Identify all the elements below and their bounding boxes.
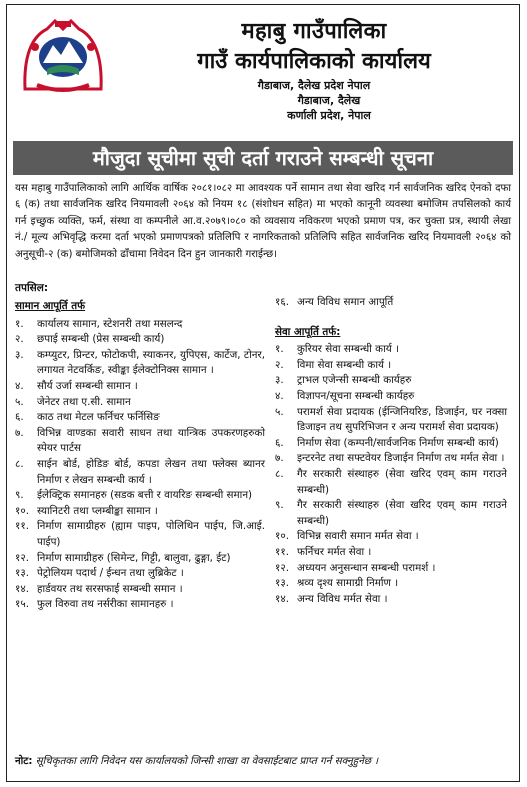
goods-heading: सामान आपूर्ति तर्फ xyxy=(15,300,86,312)
item-text: साईन बोर्ड, होडिङ बोर्ड, कपडा लेखन तथा फ्लेक्स ब्यानर निर्माण र लेखन सम्बन्धी कार्य । xyxy=(37,457,265,486)
item-number: ७. xyxy=(275,452,284,465)
list-item xyxy=(15,317,265,333)
item-text: विज्ञापन/सूचना सम्बन्धी कार्यहरु xyxy=(297,389,415,402)
item-text: अन्य विविध मर्मत सेवा । xyxy=(297,592,388,605)
item-text: हार्डवयर तथ सरसफाई सम्बन्धी समान । xyxy=(37,582,183,595)
address-line-2: गैडाबाज, दैलेख xyxy=(297,94,361,107)
list-item xyxy=(15,348,265,379)
list-item xyxy=(275,498,507,529)
item-text: परामर्श सेवा प्रदायक (ईन्जिनियरिङ, डिजाईन, घर नक्सा डिजाइन तथ सुपरिभिजन र अन्य परामर्श सेवा प्रदायक) xyxy=(297,405,507,434)
list-item xyxy=(275,436,507,452)
list-item xyxy=(275,451,507,467)
item-number: ९. xyxy=(15,489,24,502)
services-heading: सेवा आपूर्ति तर्फ: xyxy=(275,325,341,338)
item-text: काठ तथा मेटल फर्निचर फर्निसिङ xyxy=(37,411,160,424)
list-item xyxy=(15,551,265,567)
list-item xyxy=(275,373,507,389)
item-number: ११. xyxy=(15,520,29,533)
item-text: सौर्य उर्जा सम्बन्धी सामान । xyxy=(37,379,138,392)
item-number: २. xyxy=(275,358,284,371)
item-number: १. xyxy=(275,343,284,356)
item-number: ५. xyxy=(275,405,284,418)
item-text: ईलेक्ट्रिक समानहरु (सडक बत्ती र वायरिङ सम्बन्धी समान) xyxy=(37,489,253,502)
item-number: १६. xyxy=(275,296,289,308)
nepal-emblem-icon xyxy=(17,11,109,97)
item-number: ६. xyxy=(275,436,284,449)
item-number: १२. xyxy=(275,561,289,574)
list-item xyxy=(275,467,507,498)
goods-column xyxy=(15,299,265,613)
item-number: ५. xyxy=(15,395,24,408)
list-item xyxy=(15,582,265,598)
item-number: ३. xyxy=(275,374,284,387)
list-item xyxy=(15,426,265,457)
item-number: ४. xyxy=(15,379,24,392)
list-item xyxy=(15,457,265,488)
list-item xyxy=(15,566,265,582)
item-text: निर्माण सेवा (कम्पनी/सार्वजनिक निर्माण सम्बन्धी कार्य) xyxy=(297,436,499,449)
item-number: १०. xyxy=(15,504,29,517)
item-text: इन्टरनेट तथा सफ्टवेयर डिजाईन निर्माण तथ मर्मत सेवा । xyxy=(297,452,505,465)
list-item xyxy=(275,295,507,311)
item-text: विभिन्न सवारी समान मर्मत सेवा । xyxy=(297,530,419,543)
item-text: पेट्रोलियम पदार्थ / ईन्धन तथा लुब्रिकेट । xyxy=(37,567,184,580)
address-line-3: कर्णाली प्रदेश, नेपाल xyxy=(287,109,371,122)
item-text: फर्निचर मर्मत सेवा । xyxy=(297,545,372,558)
item-number: ३. xyxy=(15,348,24,361)
item-number: ८. xyxy=(275,467,284,480)
item-number: १३. xyxy=(15,567,29,580)
list-item xyxy=(15,379,265,395)
footer-note xyxy=(15,753,511,767)
list-item xyxy=(275,529,507,545)
note-text: सूचिकृतका लागि निवेदन यस कार्यालयको जिन्सी शाखा वा वेवसाईटबाट प्राप्त गर्न सक्नुहुनेछ । xyxy=(35,756,379,767)
list-item xyxy=(275,358,507,374)
item-text: विमा सेवा सम्बन्धी कार्य । xyxy=(297,358,392,371)
item-text: गैर सरकारी संस्थाहरु (सेवा खरिद एवम् काम गराउने सम्बन्धी) xyxy=(297,499,507,527)
list-item xyxy=(275,405,507,436)
item-text: ट्राभल एजेन्सी सम्बन्धी कार्यहरु xyxy=(297,374,412,387)
item-number: २. xyxy=(15,333,24,346)
list-item xyxy=(275,592,507,608)
item-text: अध्ययन अनुसन्धान सम्बन्धी परामर्श । xyxy=(297,561,436,574)
item-text: कम्प्युटर, प्रिन्टर, फोटोकपी, स्याकनर, युपिएस, कार्टेज, टोनर, लगायत नेटवर्किङ, स्वीङ्का ईलेक्टोनिक्स सामान । xyxy=(37,348,265,377)
item-number: १४. xyxy=(275,592,289,605)
item-text: स्यानिटरी तथा प्लम्बीङ्का सामान । xyxy=(37,504,158,517)
item-number: १४. xyxy=(15,582,29,595)
item-text: निर्माण सामाग्रीहरु (ह्याम पाइप, पोलिथिन पाईप, जि.आई. पाईप) xyxy=(37,520,265,548)
item-text: गैर सरकारी संस्थाहरु (सेवा खरिद एवम् काम गराउने सम्बन्धी) xyxy=(297,467,507,496)
municipality-name: महाबु गाउँपालिका xyxy=(241,19,387,44)
item-text: कार्यालय सामान, स्टेशनरी तथा मसलन्द xyxy=(37,317,183,330)
item-text: कुरियर सेवा सम्बन्धी कार्य । xyxy=(297,343,399,356)
list-item xyxy=(275,389,507,405)
item-number: १२. xyxy=(15,551,29,564)
list-item xyxy=(15,395,265,411)
services-column xyxy=(275,295,507,607)
item-number: ६. xyxy=(15,411,24,424)
list-item xyxy=(15,488,265,504)
item-text: जेनेटर तथा ए.सी. सामान xyxy=(37,395,131,408)
list-item xyxy=(275,561,507,577)
item-number: १०. xyxy=(275,530,289,543)
address-line-1: गैडाबाज, दैलेख प्रदेश नेपाल xyxy=(257,79,371,92)
item-text: फुल विरुवा तथ नर्सरीका सामानहरु । xyxy=(37,598,174,611)
notice-title-banner: मौजुदा सूचीमा सूची दर्ता गराउने सम्बन्धी सूचना xyxy=(13,141,513,175)
goods-list xyxy=(15,317,265,613)
item-number: ७. xyxy=(15,426,24,439)
item-number: १. xyxy=(15,317,24,330)
item-text: निर्माण सामाग्रीहरु (सिमेन्ट, गिट्टी, बालुवा, ढुङ्गा, ईट) xyxy=(37,551,231,564)
item-text: छपाई सम्बन्धी (प्रेस सम्बन्धी कार्य) xyxy=(37,333,165,346)
item-text: अन्य विविध समान आपूर्ति xyxy=(297,296,394,308)
office-name: गाउँ कार्यपालिकाको कार्यालय xyxy=(197,49,431,74)
item-number: ९. xyxy=(275,499,284,512)
note-label: नोट: xyxy=(15,756,33,767)
intro-paragraph: यस महाबु गाउँपालिकाको लागि आर्थिक वार्षिक २०८१।०८२ मा आवश्यक पर्ने सामान तथा सेवा खरिद गर्न सार्वजनिक खरिद ऐनको दफा ६ (क) तथा सार्वजनिक खरिद नियमावली २०६४ को नियम १८ (संशोधन सहित) मा भएको कानूनी व्यवस्था बमोजिम तपसिलको कार्य गर्न इच्छुक व्यक्ति, फर्म, संस्था वा कम्पनीले आ.व.२०७९।०८० को व्यवसाय नविकरण भएको प्रमाण पत्र, कर चुक्ता प्रत्र, स्थायी लेखा नं./ मूल्य अभिवृद्धि करमा दर्ता भएको प्रमाणपत्रको प्रतिलिपि र नागरिकताको प्रतिलिपि सहित सार्वजनिक खरिद नियमावली २०६४ को अनुसूची-२ (क) बमोजिमको ढाँचामा निवेदन दिन हुन जानकारी गराईन्छ। xyxy=(15,183,511,260)
list-item xyxy=(15,504,265,520)
list-item xyxy=(15,597,265,613)
item-number: ८. xyxy=(15,457,24,470)
services-list xyxy=(275,342,507,607)
item-number: १३. xyxy=(275,577,289,590)
list-item xyxy=(15,332,265,348)
list-item xyxy=(15,410,265,426)
item-number: ४. xyxy=(275,389,284,402)
item-text: श्रव्य दृश्य सामाग्री निर्माण । xyxy=(297,577,399,590)
item-number: १५. xyxy=(15,598,29,611)
details-heading: तपसिल: xyxy=(15,282,49,294)
item-number: ११. xyxy=(275,545,289,558)
item-text: विभिन्न वाण्डका सवारी साधन तथा यान्त्रिक उपकरणहरुको स्पेयर पार्टस xyxy=(37,426,265,455)
list-item xyxy=(15,519,265,550)
list-item xyxy=(275,342,507,358)
list-item xyxy=(275,576,507,592)
notice-page xyxy=(6,4,520,782)
list-item xyxy=(275,545,507,561)
